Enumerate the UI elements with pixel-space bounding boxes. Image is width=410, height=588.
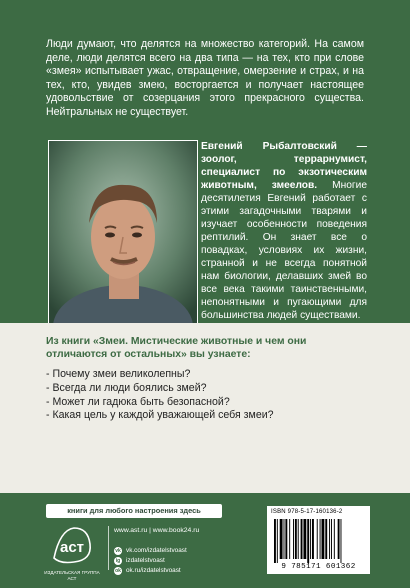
social-link-ok[interactable] (114, 566, 187, 576)
footer-divider (108, 526, 109, 570)
list-item: - Почему змеи великолепны? (46, 368, 191, 380)
author-bio (201, 140, 367, 322)
author-bio-text: Многие десятилетия Евгений работает с этими загадочными тварями и изучает особенности поведения рептилий. Он знает все о повадках, условиях их жизни, странной и не всегда понятной нам биологии, делавших змей во все века такими таинственными, непонятными и пугающими для большинства людей существами. (201, 180, 367, 321)
series-banner: книги для любого настроения здесь (46, 504, 222, 518)
barcode (273, 519, 365, 563)
publisher-logo (50, 524, 94, 566)
social-link-label: ok.ru/izdatelstvoast (126, 567, 181, 574)
contents-lead: Из книги «Змеи. Мистические животные и чем они отличаются от остальных» вы узнаете: (46, 336, 307, 361)
author-portrait-image (49, 141, 197, 325)
author-photo (48, 140, 198, 326)
social-link-label: izdatelstvoast (126, 557, 165, 564)
list-item: - Всегда ли люди боялись змей? (46, 381, 207, 394)
isbn-label: ISBN 978-5-17-160136-2 (271, 509, 343, 515)
website-links[interactable]: www.ast.ru | www.book24.ru (114, 527, 200, 534)
isbn-barcode-block (267, 506, 370, 574)
ok-icon: ok (115, 568, 121, 574)
social-links (114, 546, 187, 576)
instagram-icon: ig (115, 558, 121, 564)
list-item: - Какая цель у каждой уважающей себя змеи? (46, 409, 274, 422)
social-link-label: vk.com/izdatelstvoast (126, 547, 187, 554)
publisher-caption: ИЗДАТЕЛЬСКАЯ ГРУППА АСТ (44, 570, 100, 581)
ast-logo-icon (50, 524, 94, 566)
social-link-instagram[interactable] (114, 556, 187, 566)
vk-icon: vk (115, 548, 121, 554)
list-item: - Может ли гадюка быть безопасной? (46, 395, 230, 408)
svg-text:аст: аст (59, 539, 85, 556)
contents-band (0, 323, 410, 493)
barcode-icon (273, 519, 365, 563)
questions-list (46, 368, 364, 423)
barcode-number: 9 785171 601362 (281, 563, 356, 571)
intro-paragraph: Люди думают, что делятся на множество категорий. На самом деле, люди делятся всего на два типа — на тех, кто при слове «змея» испытывает ужас, отвращение, омерзение и страх, и на тех, кто, увидев змею, восторгается и получает настоящее удовольствие от созерцания этого прекрасного существа. Нейтральных не существует. (46, 38, 364, 118)
author-bio-bold: Евгений Рыбалтовский — зоолог, террарнумист, специалист по экзотическим животным, змеелов. (201, 141, 367, 191)
social-link-vk[interactable] (114, 546, 187, 556)
